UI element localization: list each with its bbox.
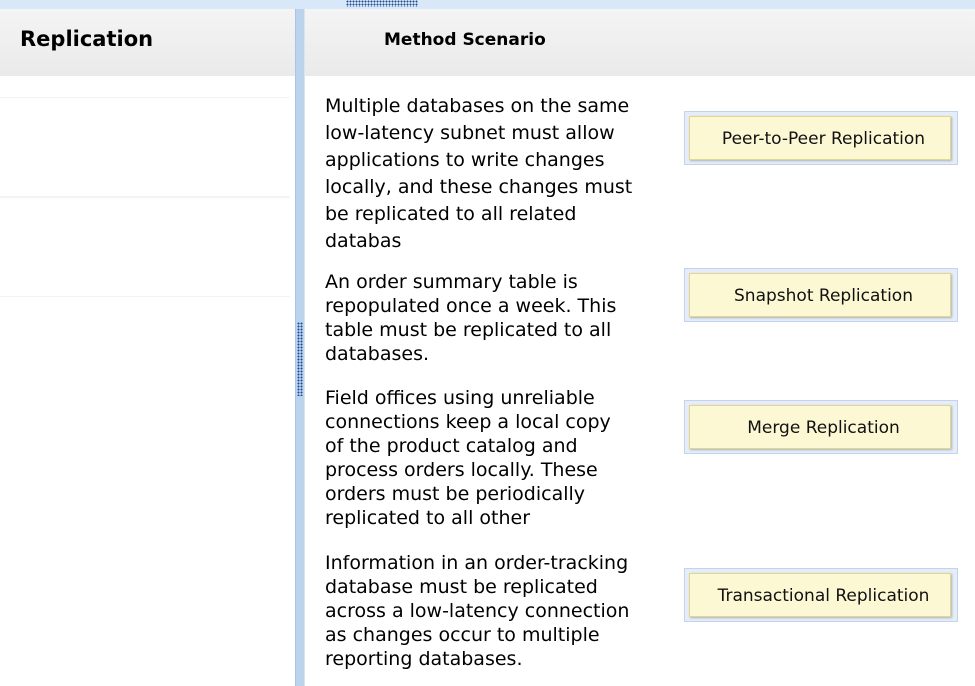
scenario-line: An order summary table is <box>325 271 578 293</box>
drop-target-slot-2[interactable] <box>0 197 290 297</box>
scenario-line: low-latency subnet must allow <box>325 122 615 144</box>
splitter-grip[interactable] <box>297 322 303 396</box>
scenario-line: replicated to all other <box>325 507 531 529</box>
answer-slot-4 <box>684 568 958 622</box>
scenario-line: across a low-latency connection <box>325 600 630 622</box>
peer-to-peer-replication-button[interactable]: Peer-to-Peer Replication <box>689 116 951 160</box>
method-scenario-title: Method Scenario <box>384 30 546 50</box>
top-border-strip <box>0 0 975 9</box>
scenario-line: databas <box>325 230 402 252</box>
scenario-line: applications to write changes <box>325 149 605 171</box>
scenario-line: Multiple databases on the same <box>325 95 630 117</box>
scenario-2-text <box>325 270 675 366</box>
scenario-4-text <box>325 551 675 671</box>
method-scenario-pane <box>305 9 975 686</box>
scenario-line: table must be replicated to all <box>325 319 612 341</box>
scenario-line: locally, and these changes must <box>325 176 633 198</box>
scenario-line: of the product catalog and <box>325 435 578 457</box>
scenario-line: as changes occur to multiple <box>325 624 600 646</box>
answer-slot-3 <box>684 400 958 454</box>
replication-pane <box>0 9 295 686</box>
scenario-line: databases. <box>325 343 430 365</box>
scenario-line: process orders locally. These <box>325 459 598 481</box>
scenario-line: database must be replicated <box>325 576 598 598</box>
replication-title: Replication <box>20 27 154 51</box>
answer-slot-1 <box>684 111 958 165</box>
scenario-line: be replicated to all related <box>325 203 577 225</box>
snapshot-replication-button[interactable]: Snapshot Replication <box>689 273 951 317</box>
scenario-line: Information in an order-tracking <box>325 552 629 574</box>
method-scenario-header <box>305 9 975 76</box>
scenario-line: repopulated once a week. This <box>325 295 617 317</box>
scenario-3-text <box>325 386 675 530</box>
merge-replication-button[interactable]: Merge Replication <box>689 405 951 449</box>
transactional-replication-button[interactable]: Transactional Replication <box>689 573 951 617</box>
scenario-line: orders must be periodically <box>325 483 586 505</box>
top-resize-grip[interactable] <box>346 0 418 7</box>
answer-slot-2 <box>684 268 958 322</box>
replication-header <box>0 9 295 76</box>
drop-target-slot-1[interactable] <box>0 97 290 197</box>
scenario-1-text <box>325 93 675 255</box>
scenario-line: connections keep a local copy <box>325 411 611 433</box>
scenario-line: Field offices using unreliable <box>325 387 595 409</box>
scenario-line: reporting databases. <box>325 648 523 670</box>
